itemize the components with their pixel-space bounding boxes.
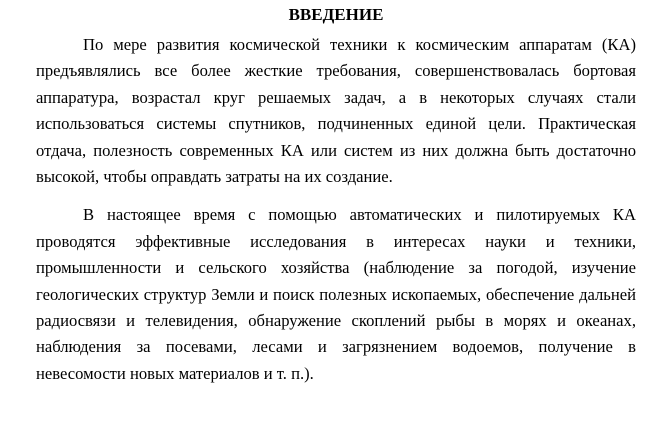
paragraph-1: По мере развития космической техники к космическим аппаратам (КА) предъявлялись все более жесткие требования, совершенствовалась бортовая аппаратура, возрастал круг решаемых задач, а в некоторых случаях стали использоваться системы спутников, подчиненных единой цели. Практическая отдача, полезность современных КА или систем из них должна быть достаточно высокой, чтобы оправдать затраты на их создание.: [36, 35, 636, 187]
paragraph-2: В настоящее время с помощью автоматических и пилотируемых КА проводятся эффективные исследования в интересах науки и техники, промышленности и сельского хозяйства (наблюдение за погодой, изучение геологических структур Земли и поиск полезных ископаемых, обеспечение дальней радиосвязи и телевидения, обнаружение скоплений рыбы в морях и океанах, наблюдения за посевами, лесами и загрязнением водоемов, получение в невесомости новых материалов и т. п.).: [36, 205, 636, 383]
document-title: ВВЕДЕНИЕ: [288, 5, 384, 24]
